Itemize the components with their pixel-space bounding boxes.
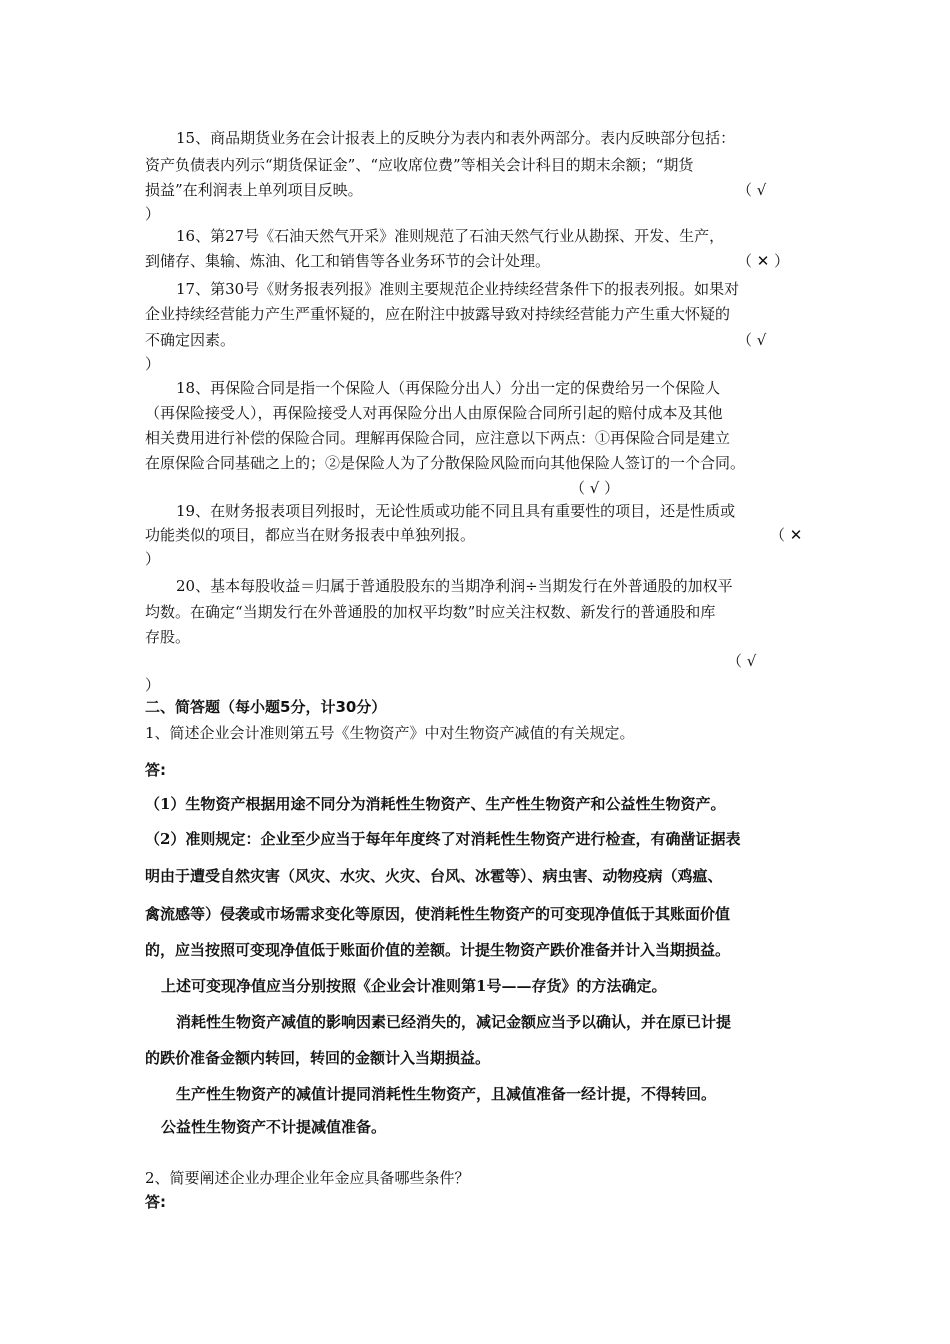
item-20-answer-mark: （ √ — [727, 652, 757, 670]
item-18-line-1: 18、再保险合同是指一个保险人（再保险分出人）分出一定的保费给另一个保险人 — [176, 379, 721, 397]
item-19-line-2: 功能类似的项目，都应当在财务报表中单独列报。 — [145, 526, 476, 544]
answer-1-line-8: 的跌价准备金额内转回，转回的金额计入当期损益。 — [145, 1049, 491, 1067]
item-17-line-1: 17、第30号《财务报表列报》准则主要规范企业持续经营条件下的报表列报。如果对 — [176, 280, 740, 298]
item-15-answer-mark: （ √ — [737, 181, 767, 199]
item-19-line-1: 19、在财务报表项目列报时，无论性质或功能不同且具有重要性的项目，还是性质或 — [176, 502, 736, 520]
item-20-line-2: 均数。在确定“当期发行在外普通股的加权平均数”时应关注权数、新发行的普通股和库 — [145, 603, 716, 621]
item-17-answer-mark: （ √ — [737, 331, 767, 349]
item-17-line-2: 企业持续经营能力产生严重怀疑的，应在附注中披露导致对持续经营能力产生重大怀疑的 — [145, 305, 731, 323]
answer-1-line-3: 明由于遭受自然灾害（风灾、水灾、火灾、台风、冰雹等）、病虫害、动物疫病（鸡瘟、 — [145, 867, 723, 885]
item-18-answer-mark: （ √ ） — [570, 479, 620, 497]
section-2-heading: 二、简答题（每小题5分，计30分） — [145, 698, 387, 716]
item-16-answer-mark: （ ✕ ） — [737, 252, 790, 270]
answer-2-label: 答: — [145, 1193, 166, 1211]
answer-1-line-9: 生产性生物资产的减值计提同消耗性生物资产，且减值准备一经计提，不得转回。 — [176, 1085, 717, 1103]
answer-1-line-6: 上述可变现净值应当分别按照《企业会计准则第1号——存货》的方法确定。 — [161, 977, 667, 995]
item-20-line-3: 存股。 — [145, 628, 191, 646]
answer-1-line-4: 禽流感等）侵袭或市场需求变化等原因，使消耗性生物资产的可变现净值低于其账面价值 — [145, 905, 731, 923]
item-18-line-4: 在原保险合同基础之上的；②是保险人为了分散保险风险而向其他保险人签订的一个合同。 — [145, 454, 746, 472]
answer-1-line-5: 的，应当按照可变现净值低于账面价值的差额。计提生物资产跌价准备并计入当期损益。 — [145, 941, 731, 959]
answer-1-label: 答: — [145, 761, 166, 779]
item-18-line-3: 相关费用进行补偿的保险合同。理解再保险合同，应注意以下两点：①再保险合同是建立 — [145, 429, 731, 447]
item-17-answer-close: ） — [145, 355, 161, 373]
answer-1-line-10: 公益性生物资产不计提减值准备。 — [161, 1118, 387, 1136]
item-16-line-1: 16、第27号《石油天然气开采》准则规范了石油天然气行业从勘探、开发、生产， — [176, 227, 725, 245]
answer-1-line-7: 消耗性生物资产减值的影响因素已经消失的，减记金额应当予以确认，并在原已计提 — [176, 1013, 732, 1031]
item-16-line-2: 到储存、集输、炼油、化工和销售等各业务环节的会计处理。 — [145, 252, 551, 270]
question-1: 1、简述企业会计准则第五号《生物资产》中对生物资产减值的有关规定。 — [145, 724, 635, 742]
item-18-line-2: （再保险接受人），再保险接受人对再保险分出人由原保险合同所引起的赔付成本及其他 — [145, 404, 723, 422]
item-17-line-3: 不确定因素。 — [145, 331, 236, 349]
item-15-answer-close: ） — [145, 205, 161, 223]
question-2: 2、简要阐述企业办理企业年金应具备哪些条件？ — [145, 1169, 470, 1187]
item-19-answer-mark: （ ✕ — [770, 526, 803, 544]
answer-1-line-2: （2）准则规定：企业至少应当于每年年度终了对消耗性生物资产进行检查，有确凿证据表 — [145, 830, 741, 848]
answer-1-line-1: （1）生物资产根据用途不同分为消耗性生物资产、生产性生物资产和公益性生物资产。 — [145, 795, 726, 813]
item-15-line-2: 资产负债表内列示“期货保证金”、“应收席位费”等相关会计科目的期末余额；“期货 — [145, 156, 694, 174]
item-20-line-1: 20、基本每股收益＝归属于普通股股东的当期净利润÷当期发行在外普通股的加权平 — [176, 577, 733, 595]
item-19-answer-close: ） — [145, 550, 161, 568]
item-15-line-1: 15、商品期货业务在会计报表上的反映分为表内和表外两部分。表内反映部分包括： — [176, 129, 736, 147]
item-20-answer-close: ） — [145, 676, 161, 694]
item-15-line-3: 损益”在利润表上单列项目反映。 — [145, 181, 363, 199]
